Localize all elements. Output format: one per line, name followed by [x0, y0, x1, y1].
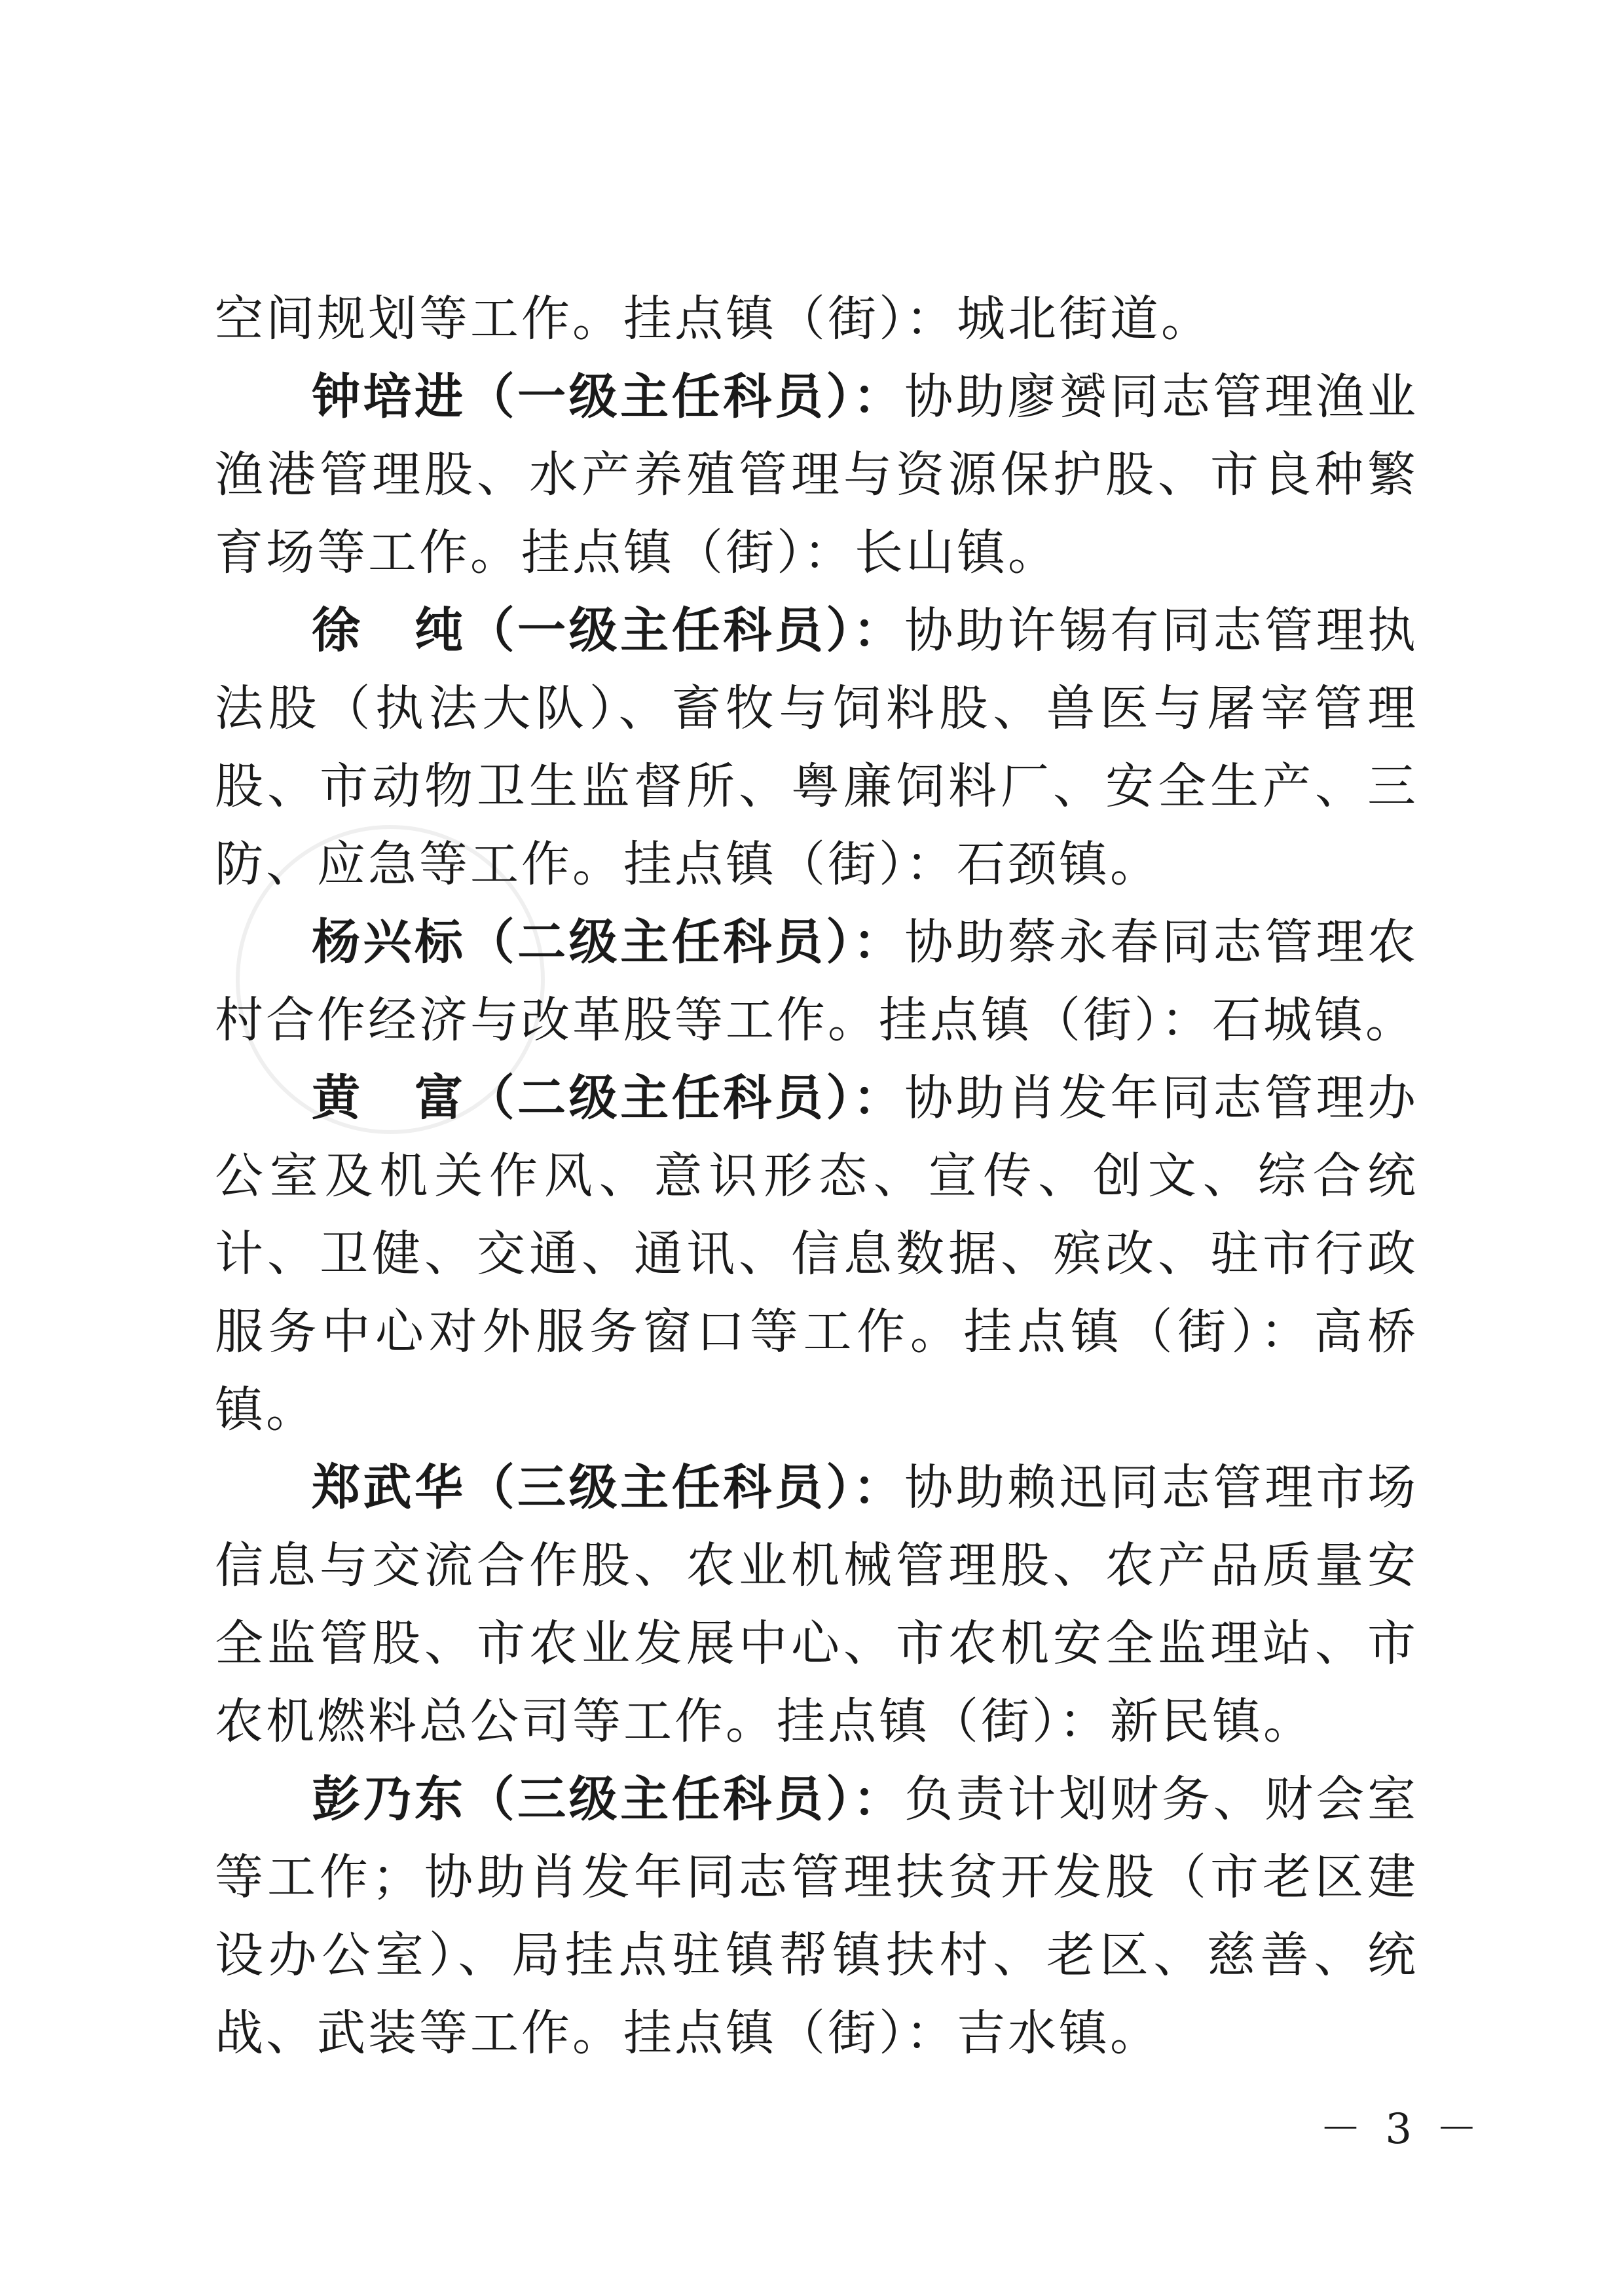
paragraph-zhong-peijin: [215, 358, 1418, 592]
paragraph-text: 协助蔡永春同志管理农村合作经济与改革股等工作。挂点镇（街）：石城镇。: [215, 914, 1419, 1048]
paragraph-name: 郑武华（三级主任科员）：: [312, 1460, 905, 1516]
paragraph-name: 钟培进（一级主任科员）：: [312, 369, 905, 425]
paragraph-text: 协助赖迅同志管理市场信息与交流合作股、农业机械管理股、农产品质量安全监管股、市农业发展中心、市农机安全监理站、市农机燃料总公司等工作。挂点镇（街）：新民镇。: [215, 1460, 1419, 1750]
paragraph-text: 协助许锡有同志管理执法股（执法大队）、畜牧与饲料股、兽医与屠宰管理股、市动物卫生监督所、粤廉饲料厂、安全生产、三防、应急等工作。挂点镇（街）：石颈镇。: [215, 602, 1419, 892]
paragraph-peng-naidong: [215, 1761, 1418, 2072]
paragraph-continuation: [215, 280, 1418, 358]
paragraph-yang-xingbiao: [215, 904, 1418, 1059]
paragraph-huang-fu: [215, 1059, 1418, 1449]
document-body: [215, 280, 1418, 2072]
paragraph-text: 空间规划等工作。挂点镇（街）：城北街道。: [215, 291, 1212, 347]
paragraph-text: 协助肖发年同志管理办公室及机关作风、意识形态、宣传、创文、综合统计、卫健、交通、通讯、信息数据、殡改、驻市行政服务中心对外服务窗口等工作。挂点镇（街）：高桥镇。: [215, 1070, 1419, 1438]
paragraph-name: 彭乃东（三级主任科员）：: [312, 1771, 905, 1827]
paragraph-zheng-wuhua: [215, 1449, 1418, 1761]
paragraph-text: 负责计划财务、财会室等工作；协助肖发年同志管理扶贫开发股（市老区建设办公室）、局挂点驻镇帮镇扶村、老区、慈善、统战、武装等工作。挂点镇（街）：吉水镇。: [215, 1771, 1419, 2061]
paragraph-name: 黄 富（二级主任科员）：: [312, 1070, 905, 1126]
paragraph-name: 杨兴标（二级主任科员）：: [312, 914, 905, 970]
paragraph-name: 徐 纯（一级主任科员）：: [312, 602, 905, 659]
page-number: － 3 －: [1320, 2105, 1483, 2154]
paragraph-text: 协助廖赟同志管理渔业渔港管理股、水产养殖管理与资源保护股、市良种繁育场等工作。挂点镇（街）：长山镇。: [215, 369, 1419, 581]
paragraph-xu-chun: [215, 592, 1418, 904]
